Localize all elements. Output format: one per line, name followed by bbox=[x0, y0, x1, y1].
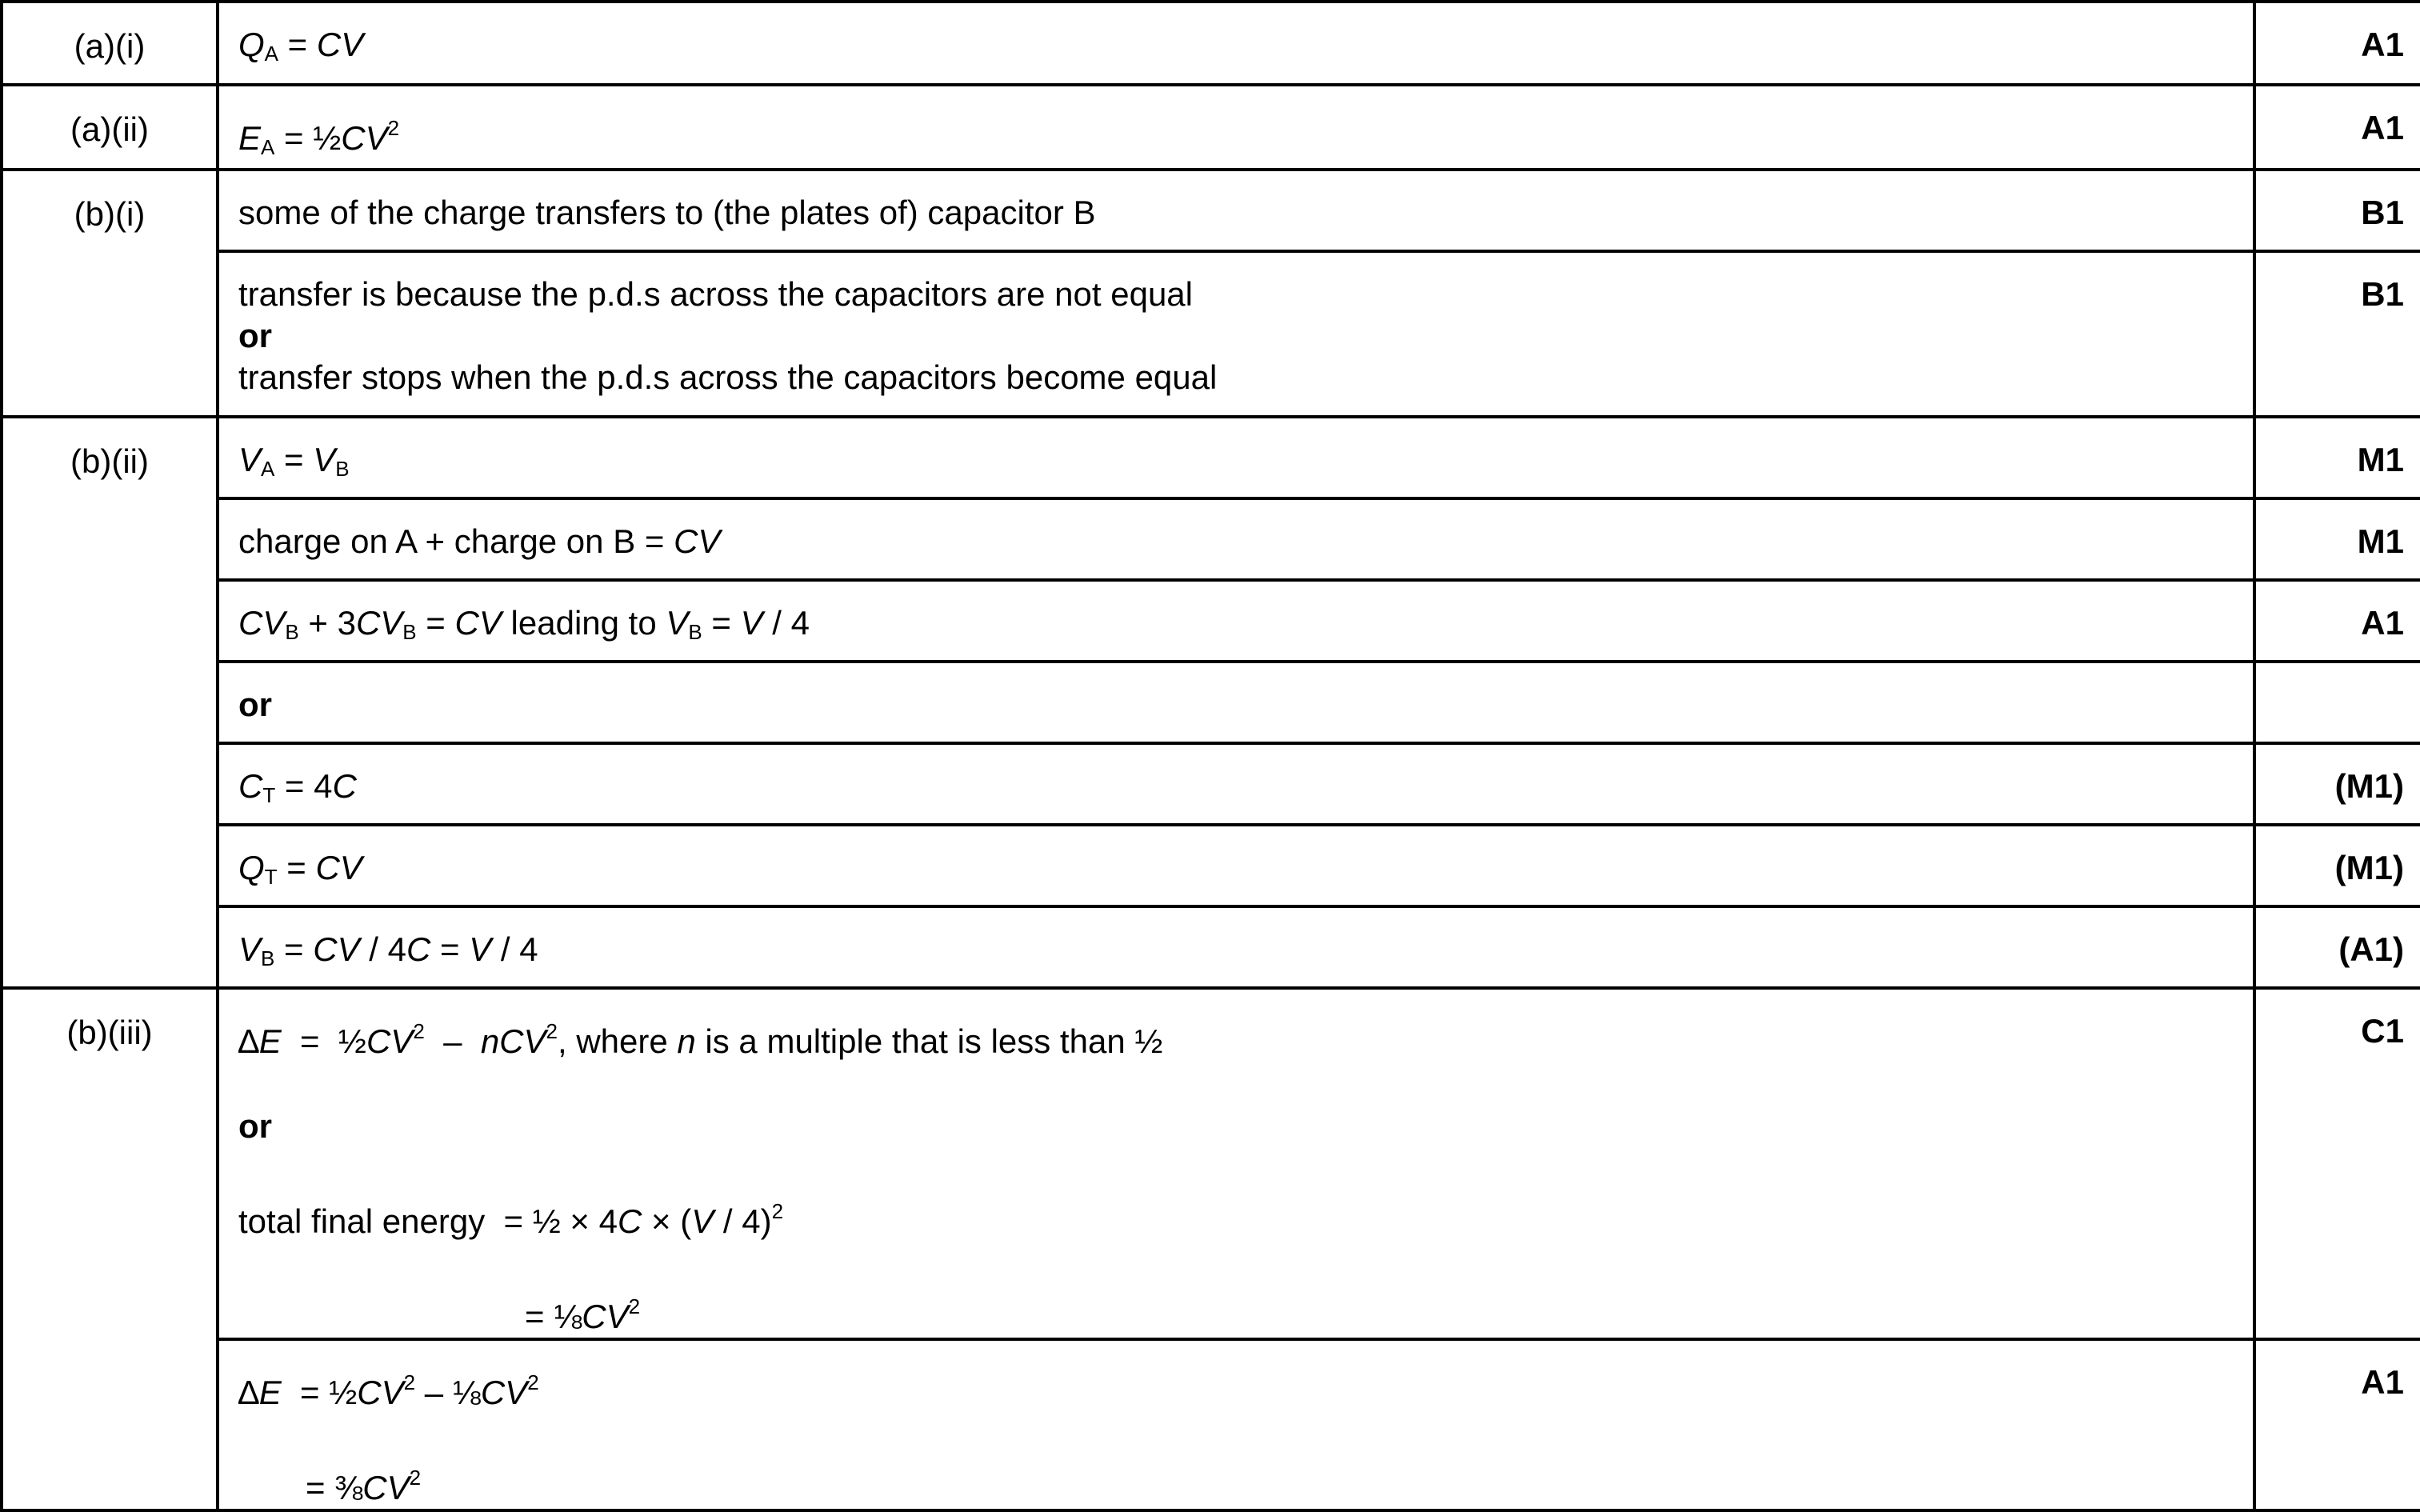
answer-cell bbox=[218, 251, 2254, 417]
table-row bbox=[2, 498, 2420, 580]
answer-text: total final energy bbox=[238, 1202, 486, 1240]
mark-cell: (A1) bbox=[2254, 906, 2420, 988]
answer-line: total final energy = ½ × 4C × (V / 4)$^2$ bbox=[238, 1199, 784, 1240]
mark-cell: A1 bbox=[2254, 1339, 2420, 1510]
answer-cell: charge on A + charge on B = CV bbox=[218, 498, 2254, 580]
answer-cell: $E_A$ = $\frac{1}{2}CV^2$ bbox=[218, 85, 2254, 170]
answer-text: charge on A + charge on B = bbox=[238, 522, 674, 560]
answer-cell bbox=[218, 988, 2254, 1339]
mark-cell: A1 bbox=[2254, 2, 2420, 85]
answer-cell: $Q_A$ = CV bbox=[218, 2, 2254, 85]
question-number: (a)(ii) bbox=[2, 85, 218, 170]
mark-cell: A1 bbox=[2254, 85, 2420, 170]
table-row bbox=[2, 251, 2420, 417]
or-label: or bbox=[218, 662, 2254, 743]
question-number: (b)(ii) bbox=[2, 417, 218, 988]
table-row bbox=[2, 825, 2420, 906]
mark-cell: (M1) bbox=[2254, 743, 2420, 825]
answer-cell: $V_B$ = CV / 4C = V / 4 bbox=[218, 906, 2254, 988]
mark-cell: (M1) bbox=[2254, 825, 2420, 906]
answer-text: , where bbox=[558, 1022, 678, 1060]
mark-cell: M1 bbox=[2254, 417, 2420, 498]
question-number: (b)(i) bbox=[2, 170, 218, 417]
answer-cell: some of the charge transfers to (the plates of) capacitor B bbox=[218, 170, 2254, 251]
answer-line: transfer stops when the p.d.s across the capacitors become equal bbox=[238, 358, 1218, 396]
answer-line: $\Delta E = \frac{1}{2}CV^2 - nCV^2$, where n is a multiple that is less than ½ bbox=[238, 1019, 1163, 1060]
mark-cell: C1 bbox=[2254, 988, 2420, 1339]
table-row bbox=[2, 85, 2420, 170]
answer-line: = $\frac{3}{8}CV^2$ bbox=[306, 1466, 422, 1506]
answer-cell: $Q_T$ = CV bbox=[218, 825, 2254, 906]
answer-cell: $CV_B + 3CV_B$ = CV leading to $V_B = V / 4$ bbox=[218, 580, 2254, 662]
table-row bbox=[2, 743, 2420, 825]
answer-cell bbox=[218, 1339, 2254, 1510]
answer-text: leading to bbox=[501, 604, 666, 642]
answer-line: $\Delta E = \frac{1}{2}CV^2$ – $\frac{1}{8}CV^2$ bbox=[238, 1370, 539, 1411]
table-row bbox=[2, 417, 2420, 498]
mark-cell: B1 bbox=[2254, 170, 2420, 251]
table-row bbox=[2, 1339, 2420, 1510]
answer-text: is a multiple that is less than ½ bbox=[695, 1022, 1163, 1060]
table-row bbox=[2, 906, 2420, 988]
answer-line: = $\frac{1}{8}CV^2$ bbox=[525, 1294, 641, 1335]
table-row bbox=[2, 988, 2420, 1339]
table-row bbox=[2, 662, 2420, 743]
table-row bbox=[2, 2, 2420, 85]
mark-cell: B1 bbox=[2254, 251, 2420, 417]
mark-cell: A1 bbox=[2254, 580, 2420, 662]
answer-cell: $C_T = 4C$ bbox=[218, 743, 2254, 825]
answer-line: transfer is because the p.d.s across the capacitors are not equal bbox=[238, 275, 1194, 313]
question-number: (b)(iii) bbox=[2, 988, 218, 1510]
mark-cell bbox=[2254, 662, 2420, 743]
table-row bbox=[2, 580, 2420, 662]
or-label: or bbox=[238, 317, 272, 354]
table-row bbox=[2, 170, 2420, 251]
question-number: (a)(i) bbox=[2, 2, 218, 85]
mark-cell: M1 bbox=[2254, 498, 2420, 580]
or-label: or bbox=[238, 1107, 272, 1145]
answer-cell: $V_A = V_B$ bbox=[218, 417, 2254, 498]
